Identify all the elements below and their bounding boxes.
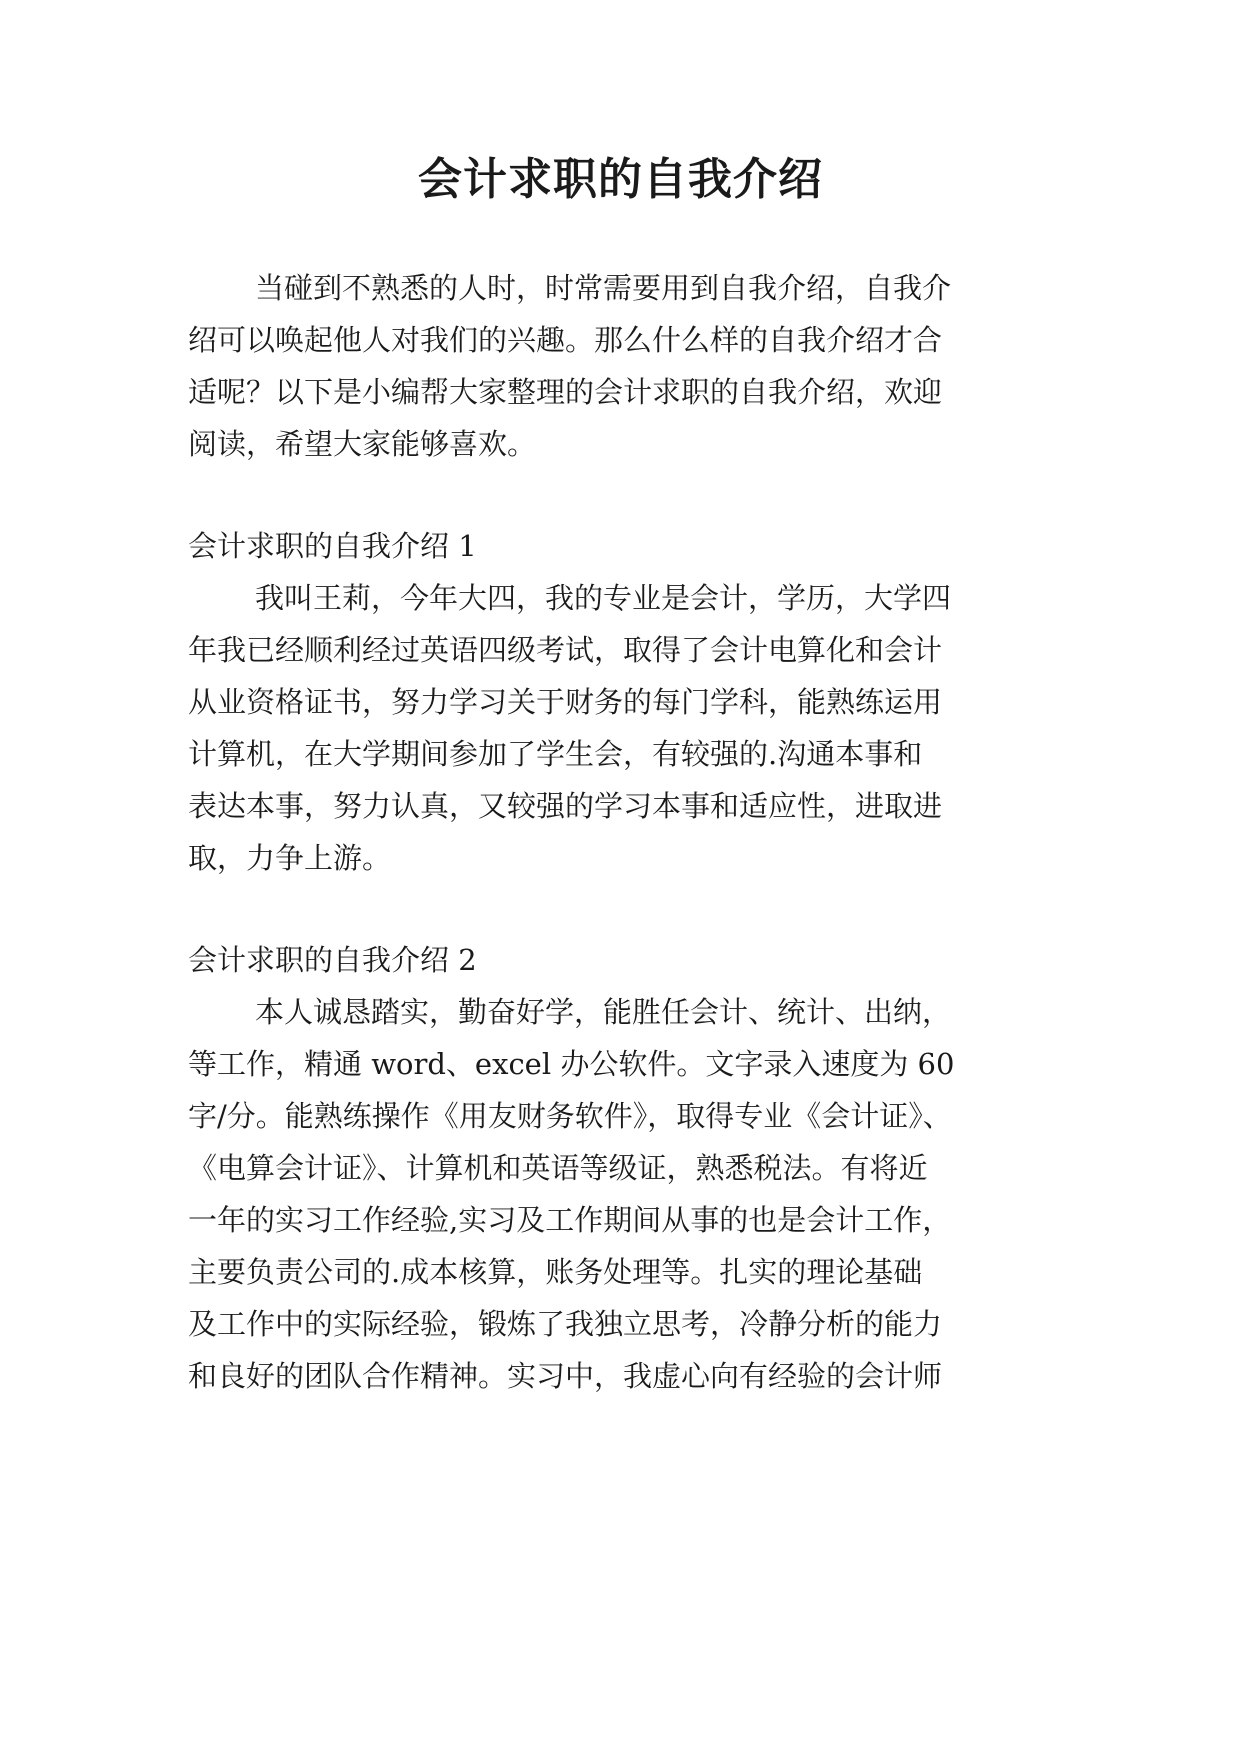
section-2-line: 《电算会计证》、计算机和英语等级证，熟悉税法。有将近 [188,1151,928,1185]
section-heading-2: 会计求职的自我介绍 2 [188,943,477,977]
page-title: 会计求职的自我介绍 [418,154,823,205]
section-1-line: 年我已经顺利经过英语四级考试，取得了会计电算化和会计 [188,633,943,667]
section-2-line: 等工作，精通 word、excel 办公软件。文字录入速度为 60 [188,1047,955,1081]
section-2-line: 本人诚恳踏实，勤奋好学，能胜任会计、统计、出纳， [255,995,952,1029]
intro-line: 阅读，希望大家能够喜欢。 [188,427,537,461]
section-heading-1: 会计求职的自我介绍 1 [188,529,477,563]
section-1-line: 表达本事，努力认真，又较强的学习本事和适应性，进取进 [188,789,943,823]
section-1-line: 我叫王莉，今年大四，我的专业是会计，学历，大学四 [255,581,952,615]
section-2-line: 主要负责公司的.成本核算，账务处理等。扎实的理论基础 [188,1255,923,1289]
intro-line: 绍可以唤起他人对我们的兴趣。那么什么样的自我介绍才合 [188,323,943,357]
section-2-line: 一年的实习工作经验,实习及工作期间从事的也是会计工作， [188,1203,952,1237]
section-2-line: 及工作中的实际经验，锻炼了我独立思考，冷静分析的能力 [188,1307,943,1341]
section-1-line: 从业资格证书，努力学习关于财务的每门学科，能熟练运用 [188,685,943,719]
section-2-line: 和良好的团队合作精神。实习中，我虚心向有经验的会计师 [188,1359,943,1393]
section-2-line: 字/分。能熟练操作《用友财务软件》，取得专业《会计证》、 [188,1099,952,1133]
intro-line: 当碰到不熟悉的人时，时常需要用到自我介绍，自我介 [255,271,952,305]
section-1-line: 计算机，在大学期间参加了学生会，有较强的.沟通本事和 [188,737,923,771]
intro-line: 适呢？以下是小编帮大家整理的会计求职的自我介绍，欢迎 [188,375,943,409]
section-1-line: 取，力争上游。 [188,841,392,875]
